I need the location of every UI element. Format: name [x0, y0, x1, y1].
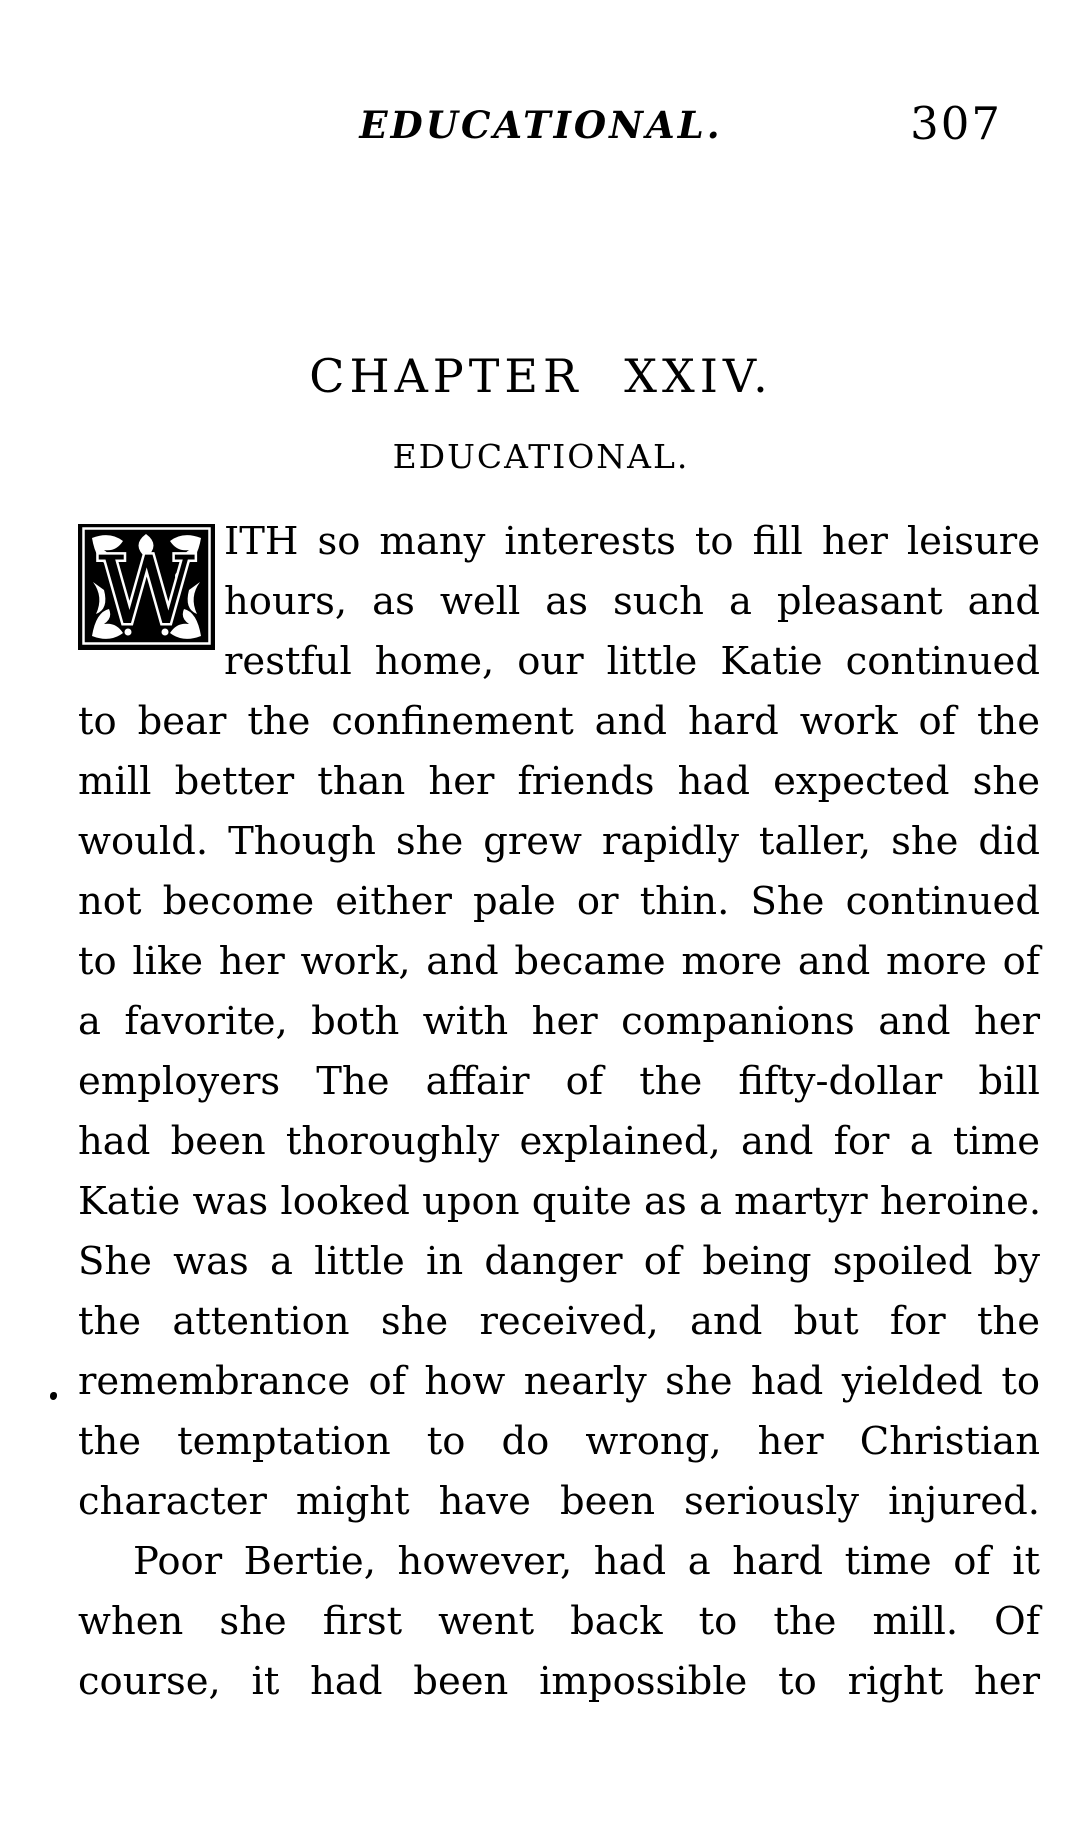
- text-line: She was a little in danger of being spoiled by: [78, 1239, 1040, 1284]
- drop-cap-letter: W: [98, 537, 195, 646]
- text-line: employers The affair of the fifty-dollar bill: [78, 1059, 1040, 1104]
- text-line: would. Though she grew rapidly taller, she did: [78, 819, 1040, 864]
- text-line: Katie was looked upon quite as a martyr heroine.: [78, 1179, 1042, 1224]
- text-line: character might have been seriously injured.: [78, 1479, 1040, 1524]
- text-line: not become either pale or thin. She continued: [78, 879, 1040, 924]
- text-line: mill better than her friends had expected she: [78, 759, 1040, 804]
- text-line: course, it had been impossible to right her: [78, 1659, 1040, 1704]
- body-text: [78, 512, 1040, 1712]
- paragraph-2: [78, 1532, 1040, 1712]
- text-line: the attention she received, and but for the: [78, 1299, 1040, 1344]
- text-line: a favorite, both with her companions and her: [78, 999, 1040, 1044]
- text-line: had been thoroughly explained, and for a time: [78, 1119, 1040, 1164]
- chapter-heading: CHAPTER XXIV.: [309, 349, 773, 403]
- drop-cap: [78, 524, 215, 650]
- text-line: ITH so many interests to fill her leisure: [224, 519, 1040, 564]
- text-line: restful home, our little Katie continued: [224, 639, 1040, 684]
- text-line: to bear the confinement and hard work of the: [78, 699, 1040, 744]
- running-title: EDUCATIONAL.: [359, 103, 723, 147]
- text-line: hours, as well as such a pleasant and: [224, 579, 1040, 624]
- ink-speck: [50, 1392, 57, 1400]
- text-line: remembrance of how nearly she had yielded to: [78, 1359, 1040, 1404]
- page-number: 307: [910, 97, 1002, 150]
- chapter-subtitle: EDUCATIONAL.: [392, 437, 690, 476]
- drop-cap-ornament-icon: [78, 524, 215, 650]
- text-line: to like her work, and became more and more of: [78, 939, 1040, 984]
- paragraph-1: [78, 512, 1040, 1532]
- text-line: when she first went back to the mill. Of: [78, 1599, 1040, 1644]
- text-line: the temptation to do wrong, her Christian: [78, 1419, 1040, 1464]
- text-line: Poor Bertie, however, had a hard time of it: [133, 1539, 1040, 1584]
